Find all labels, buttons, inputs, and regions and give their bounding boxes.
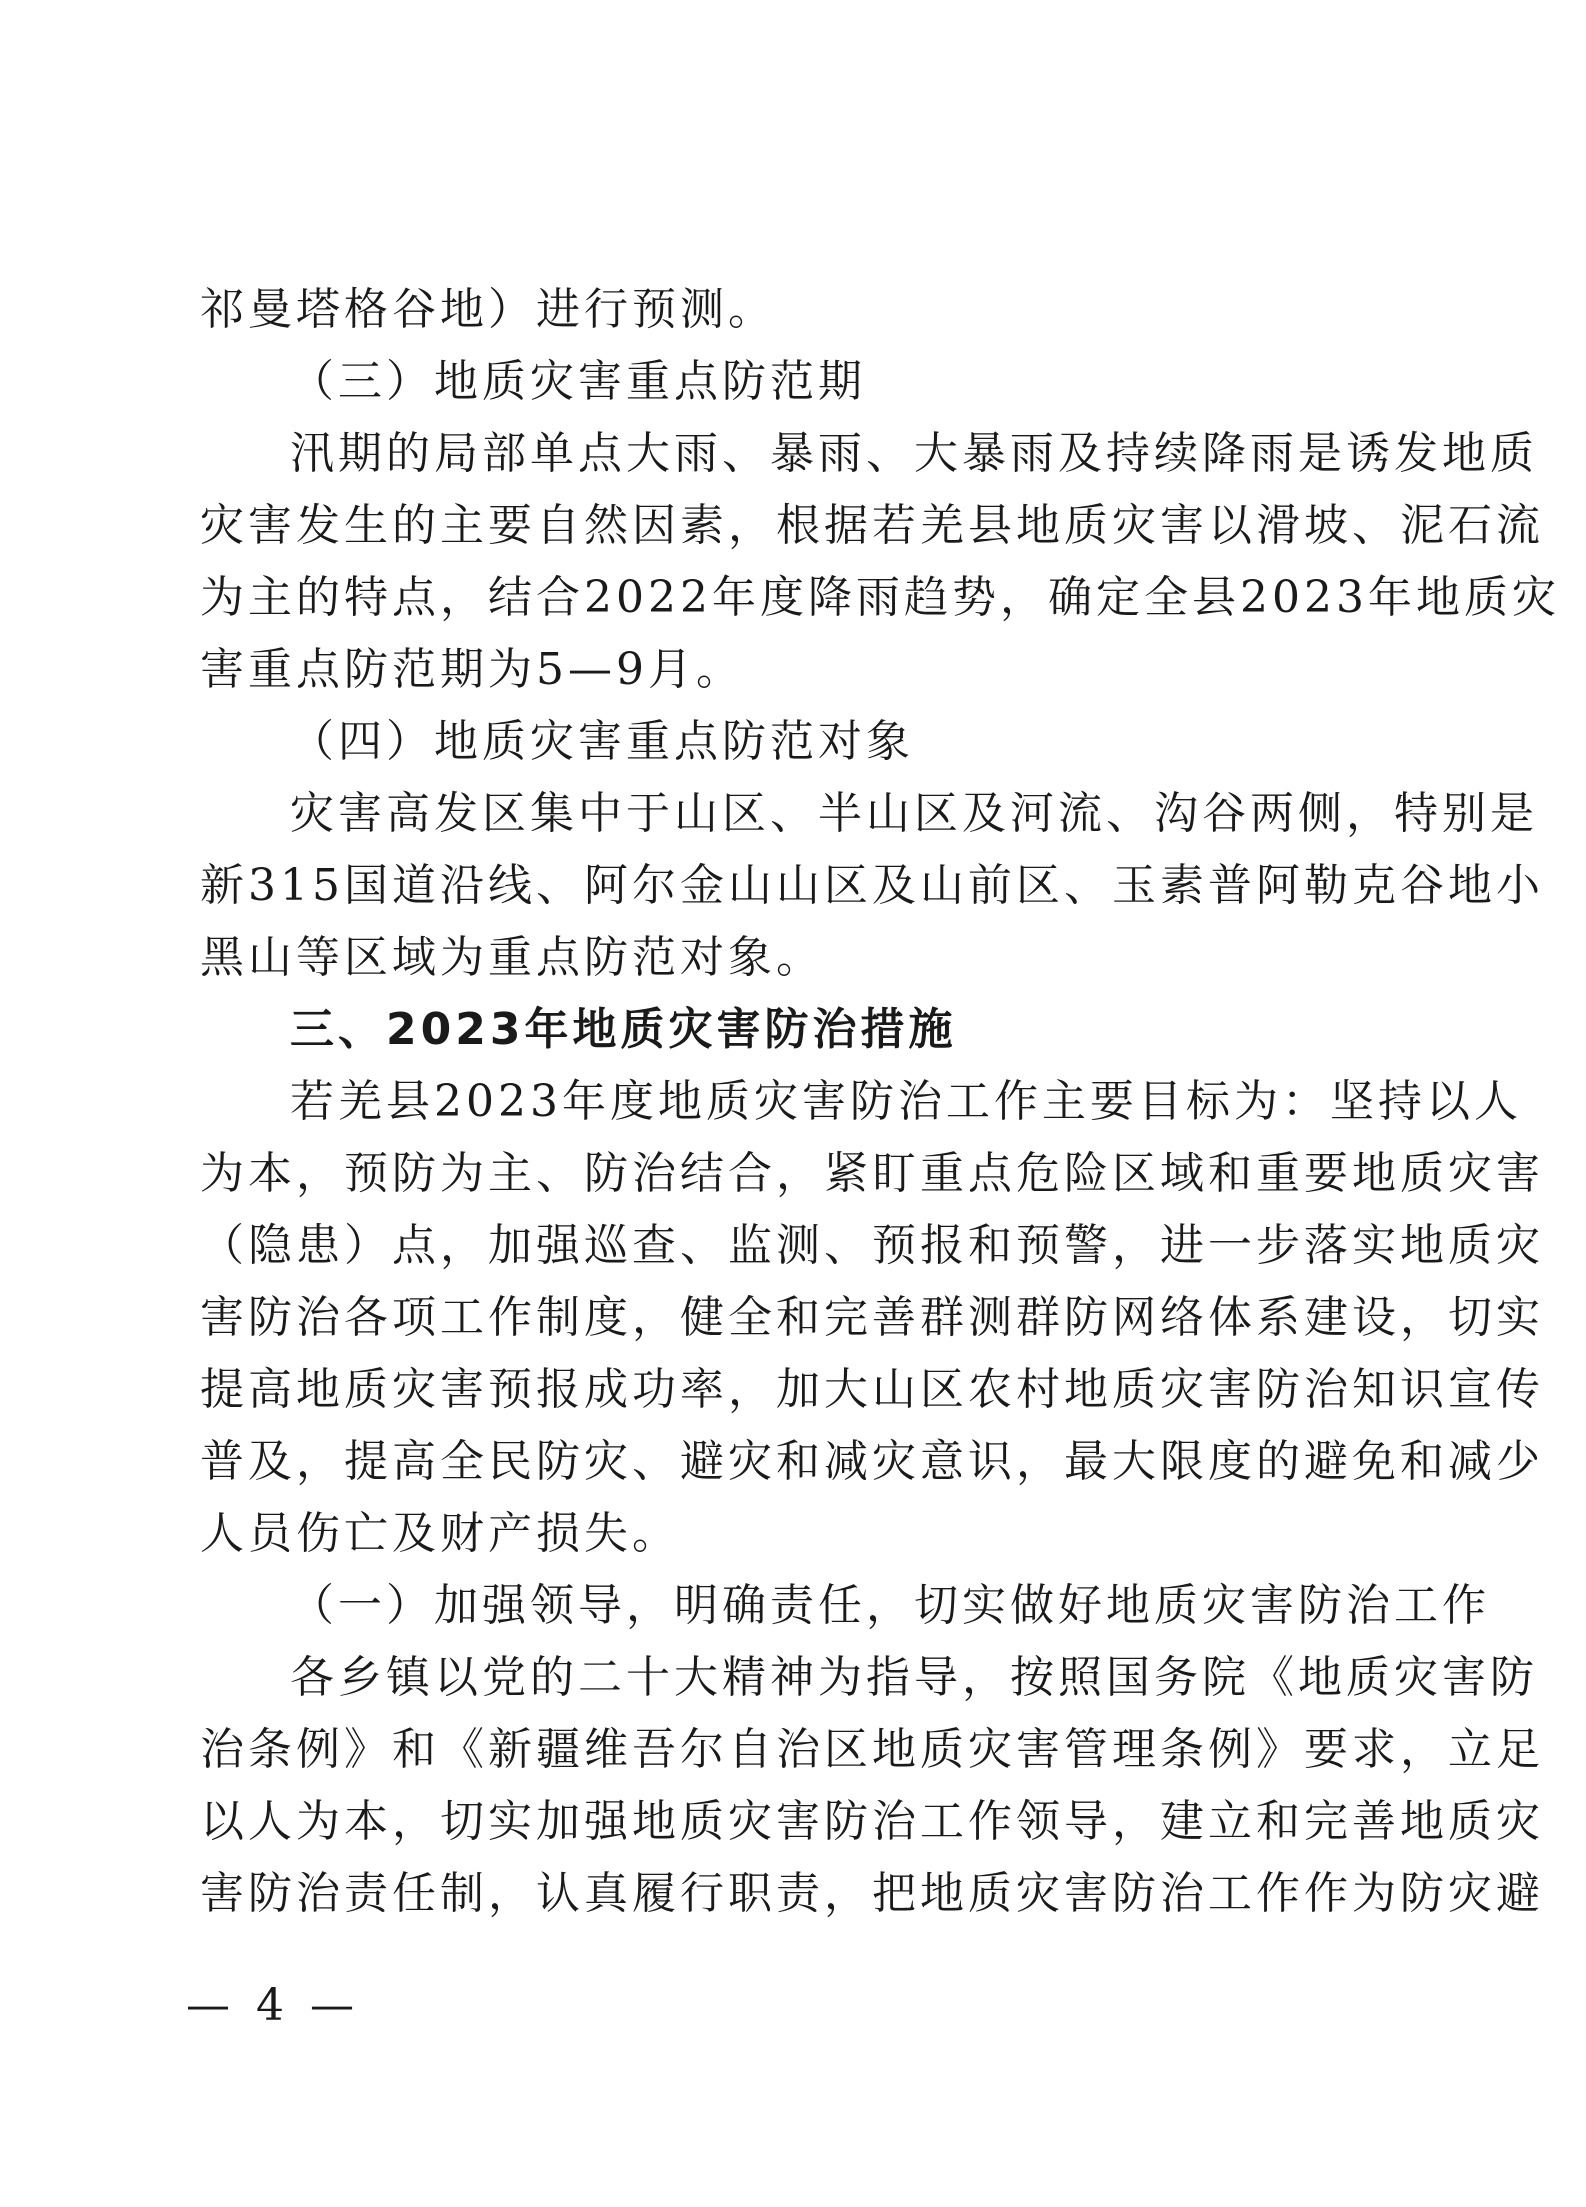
paragraph-line: 害防治各项工作制度，健全和完善群测群防网络体系建设，切实: [200, 1292, 1544, 1343]
paragraph-line: 普及，提高全民防灾、避灾和减灾意识，最大限度的避免和减少: [200, 1436, 1544, 1487]
paragraph-line: 以人为本，切实加强地质灾害防治工作领导，建立和完善地质灾: [200, 1796, 1544, 1847]
paragraph-line: 各乡镇以党的二十大精神为指导，按照国务院《地质灾害防: [290, 1652, 1538, 1703]
paragraph-line: 害防治责任制，认真履行职责，把地质灾害防治工作作为防灾避: [200, 1868, 1544, 1919]
paragraph-line: 祁曼塔格谷地）进行预测。: [200, 284, 776, 335]
paragraph-line: 人员伤亡及财产损失。: [200, 1508, 680, 1559]
paragraph-line: 新315国道沿线、阿尔金山山区及山前区、玉素普阿勒克谷地小: [200, 860, 1544, 911]
paragraph-line: 害重点防范期为5—9月。: [200, 644, 744, 695]
section-heading: （一）加强领导，明确责任，切实做好地质灾害防治工作: [290, 1580, 1490, 1631]
paragraph-line: 治条例》和《新疆维吾尔自治区地质灾害管理条例》要求，立足: [200, 1724, 1544, 1775]
paragraph-line: 黑山等区域为重点防范对象。: [200, 932, 824, 983]
paragraph-line: 若羌县2023年度地质灾害防治工作主要目标为：坚持以人: [290, 1076, 1522, 1127]
chapter-heading: 三、2023年地质灾害防治措施: [290, 1004, 957, 1055]
page-number: — 4 —: [186, 1980, 360, 2031]
paragraph-line: 提高地质灾害预报成功率，加大山区农村地质灾害防治知识宣传: [200, 1364, 1544, 1415]
paragraph-line: （隐患）点，加强巡查、监测、预报和预警，进一步落实地质灾: [200, 1220, 1544, 1271]
section-heading: （三）地质灾害重点防范期: [290, 356, 866, 407]
paragraph-line: 灾害发生的主要自然因素，根据若羌县地质灾害以滑坡、泥石流: [200, 500, 1544, 551]
paragraph-line: 灾害高发区集中于山区、半山区及河流、沟谷两侧，特别是: [290, 788, 1538, 839]
paragraph-line: 汛期的局部单点大雨、暴雨、大暴雨及持续降雨是诱发地质: [290, 428, 1538, 479]
paragraph-line: 为主的特点，结合2022年度降雨趋势，确定全县2023年地质灾: [200, 572, 1560, 623]
paragraph-line: 为本，预防为主、防治结合，紧盯重点危险区域和重要地质灾害: [200, 1148, 1544, 1199]
section-heading: （四）地质灾害重点防范对象: [290, 716, 914, 767]
